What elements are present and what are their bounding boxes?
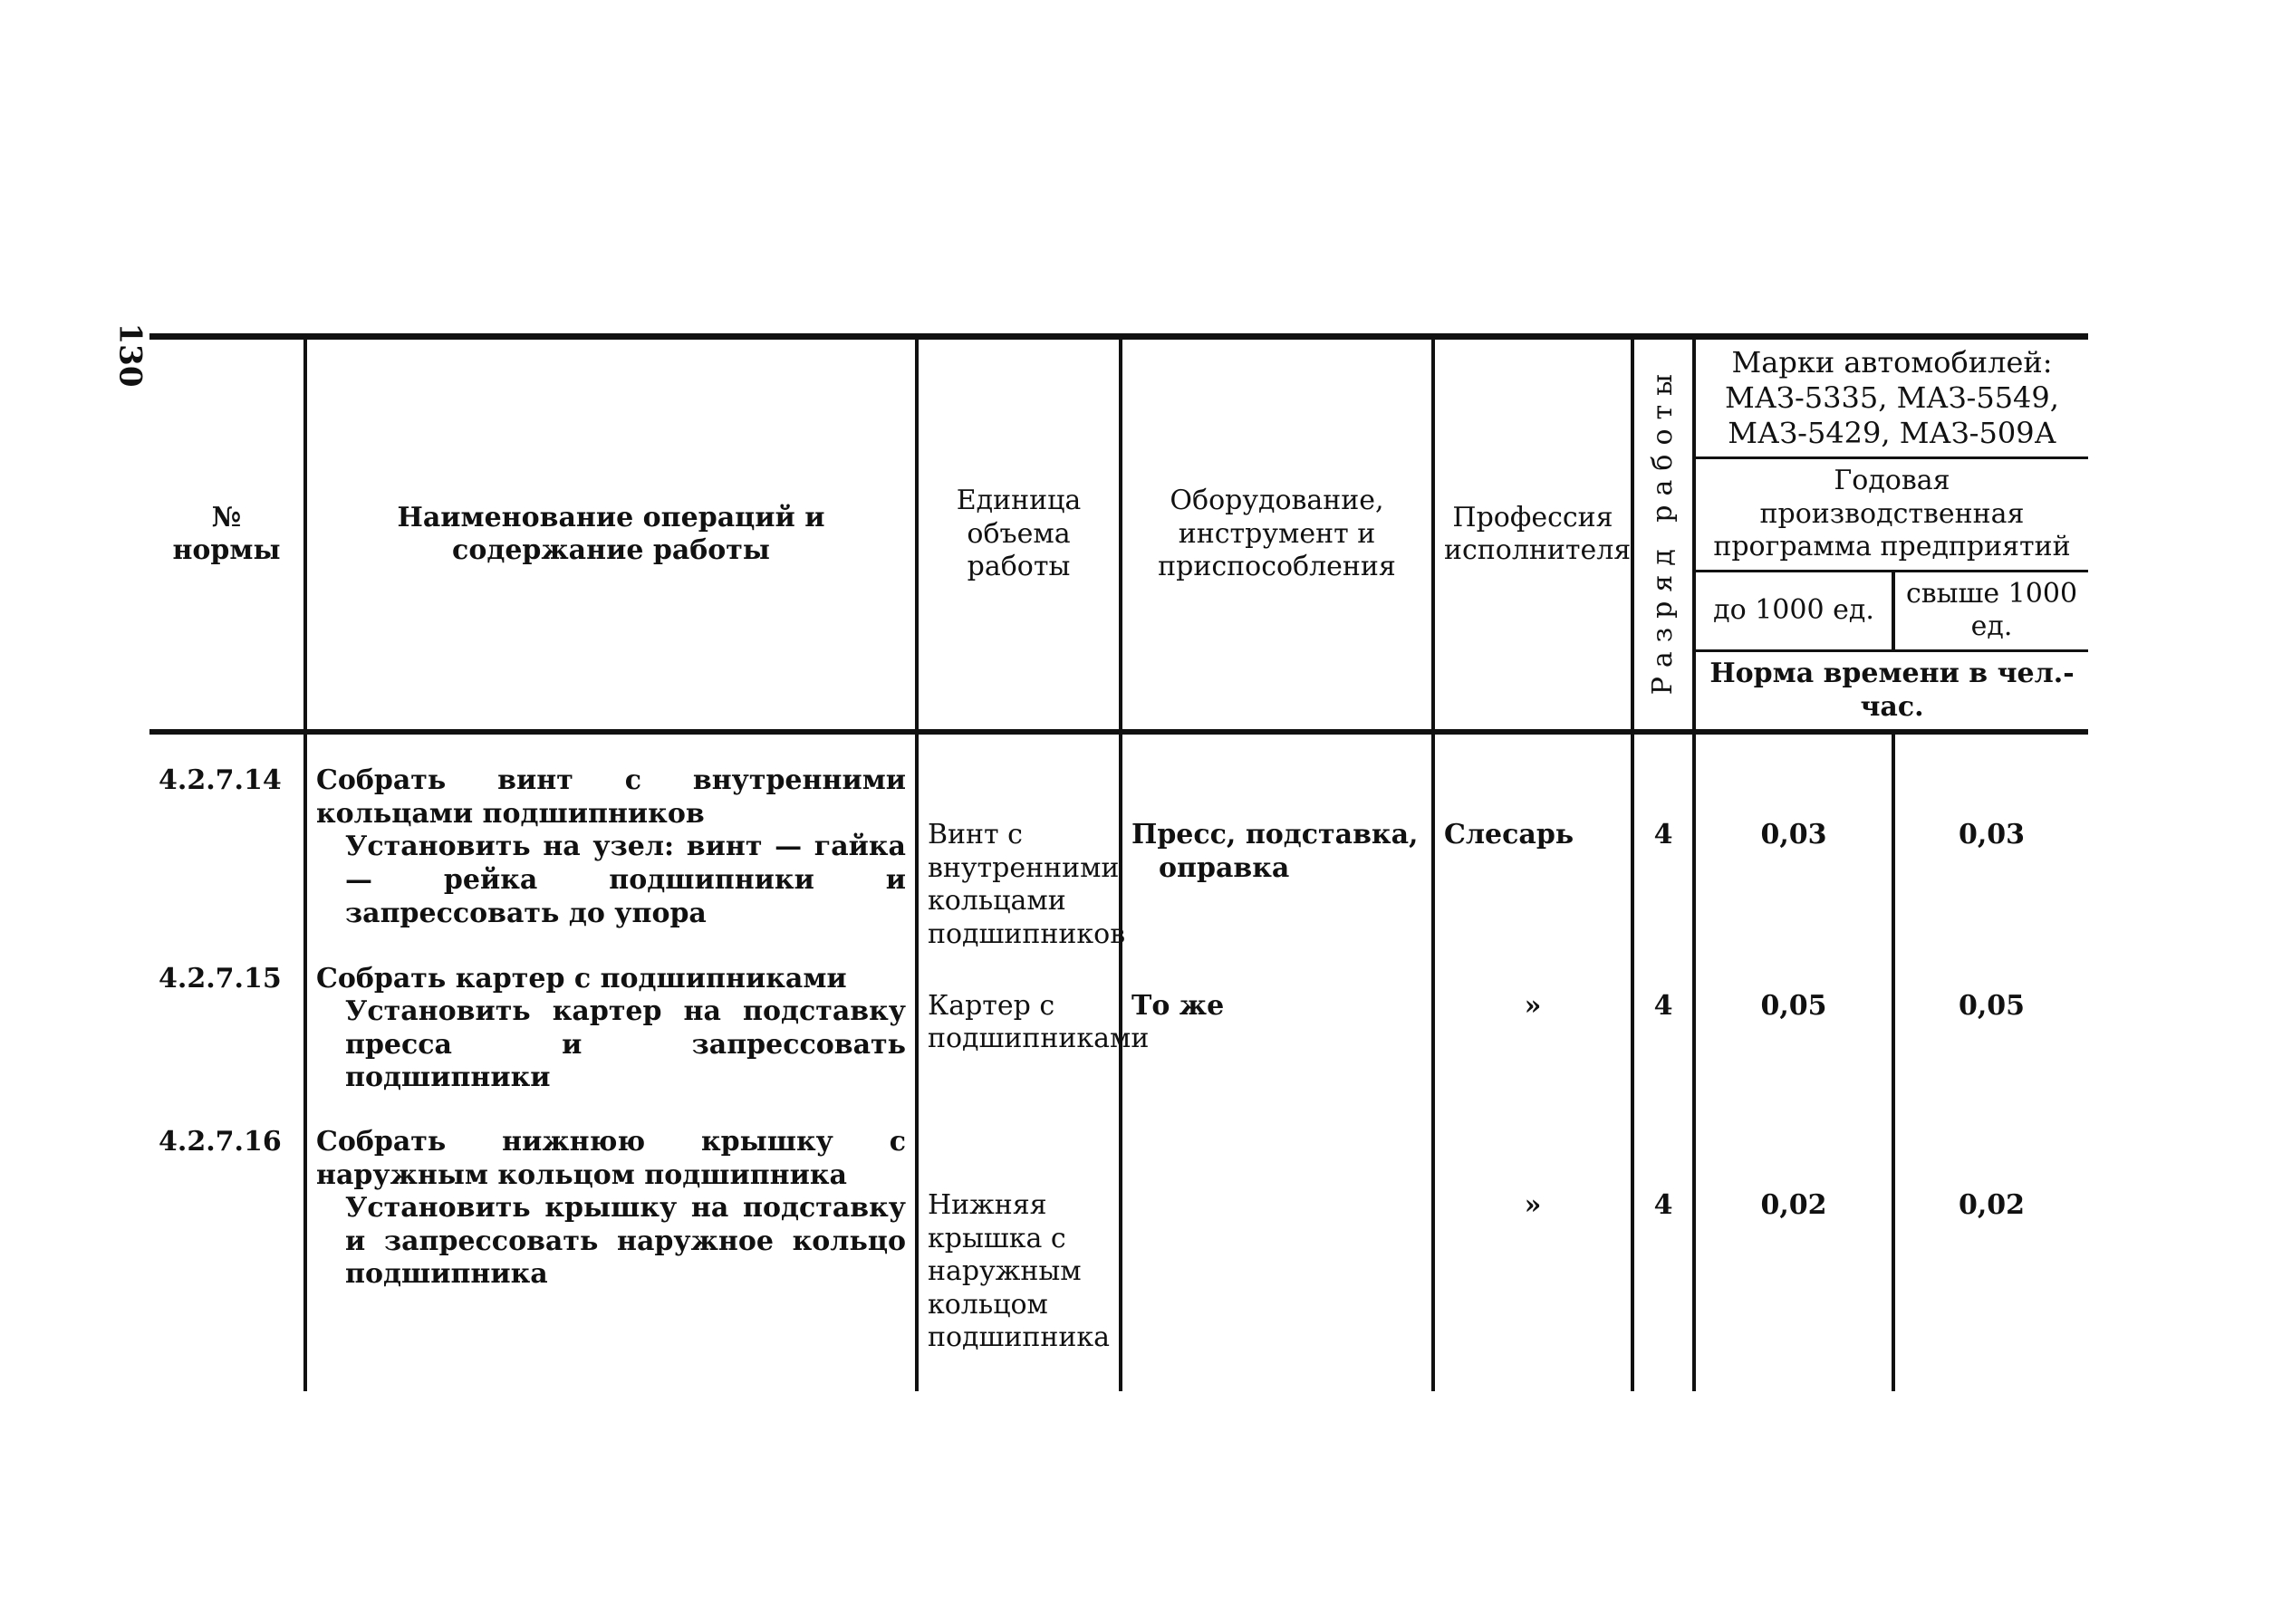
header-over-1000: свыше 1000 ед. xyxy=(1893,571,2088,650)
header-equipment: Оборудование, инструмент и приспособления xyxy=(1121,337,1433,733)
equipment-cell: То же xyxy=(1121,957,1433,1100)
operation-title: Собрать нижнюю крышку с наружным кольцом подшипника xyxy=(316,1126,906,1191)
rank-cell: 4 xyxy=(1632,957,1694,1100)
table-body xyxy=(149,732,2088,1391)
header-time-norm: Норма времени в чел.-час. xyxy=(1694,651,2088,733)
norm-up-to-1000-cell: 0,05 xyxy=(1694,957,1893,1100)
table-row xyxy=(149,1100,2088,1391)
norm-code: 4.2.7.16 xyxy=(159,1126,282,1158)
header-rank-cell xyxy=(1632,337,1694,733)
table-row xyxy=(149,759,2088,956)
header-unit: Единица объема работы xyxy=(917,337,1121,733)
operation-cell xyxy=(305,1100,917,1391)
operation-detail: Установить крышку на подставку и запрессовать наружное кольцо подшипника xyxy=(345,1192,906,1291)
norm-code: 4.2.7.15 xyxy=(159,962,282,995)
table-row xyxy=(149,957,2088,1100)
profession-cell: » xyxy=(1433,1100,1632,1391)
norm-over-1000-cell: 0,05 xyxy=(1893,957,2088,1100)
header-norm-no: № нормы xyxy=(172,501,281,567)
equipment-cell: Пресс, подставка, оправка xyxy=(1121,759,1433,956)
operation-cell xyxy=(305,957,917,1100)
operation-title: Собрать винт с внутренними кольцами подшипников xyxy=(316,764,906,830)
page-number: 130 xyxy=(111,322,149,388)
profession-cell: Слесарь xyxy=(1433,759,1632,956)
header-rank: Разряд работы xyxy=(1646,365,1679,696)
header-profession: Профессия исполнителя xyxy=(1433,337,1632,733)
norms-table-container xyxy=(149,333,2088,1391)
norm-up-to-1000-cell: 0,03 xyxy=(1694,759,1893,956)
unit-cell: Винт с внутренними кольцами подшипников xyxy=(917,759,1121,956)
operation-detail: Установить на узел: винт — гайка — рейка подшипники и запрессовать до упора xyxy=(345,831,906,929)
header-car-brands: Марки автомобилей: МАЗ-5335, МАЗ-5549, МАЗ-5429, МАЗ-509А xyxy=(1694,337,2088,458)
profession-cell: » xyxy=(1433,957,1632,1100)
unit-cell: Нижняя крышка с наружным кольцом подшипника xyxy=(917,1100,1121,1391)
operation-cell xyxy=(305,759,917,956)
norms-table xyxy=(149,333,2088,1391)
header-annual-program: Годовая производственная программа предприятий xyxy=(1694,458,2088,572)
norm-up-to-1000-cell: 0,02 xyxy=(1694,1100,1893,1391)
rank-cell: 4 xyxy=(1632,1100,1694,1391)
norm-code: 4.2.7.14 xyxy=(159,764,282,797)
norm-over-1000-cell: 0,03 xyxy=(1893,759,2088,956)
header-operation: Наименование операций и содержание работы xyxy=(305,337,917,733)
header-up-to-1000: до 1000 ед. xyxy=(1694,571,1893,650)
equipment-cell xyxy=(1121,1100,1433,1391)
norm-over-1000-cell: 0,02 xyxy=(1893,1100,2088,1391)
operation-title: Собрать картер с подшипниками xyxy=(316,962,847,995)
rank-cell: 4 xyxy=(1632,759,1694,956)
unit-cell: Картер с подшипниками xyxy=(917,957,1121,1100)
table-header xyxy=(149,337,2088,733)
operation-detail: Установить картер на подставку пресса и запрессовать подшипники xyxy=(345,995,906,1094)
